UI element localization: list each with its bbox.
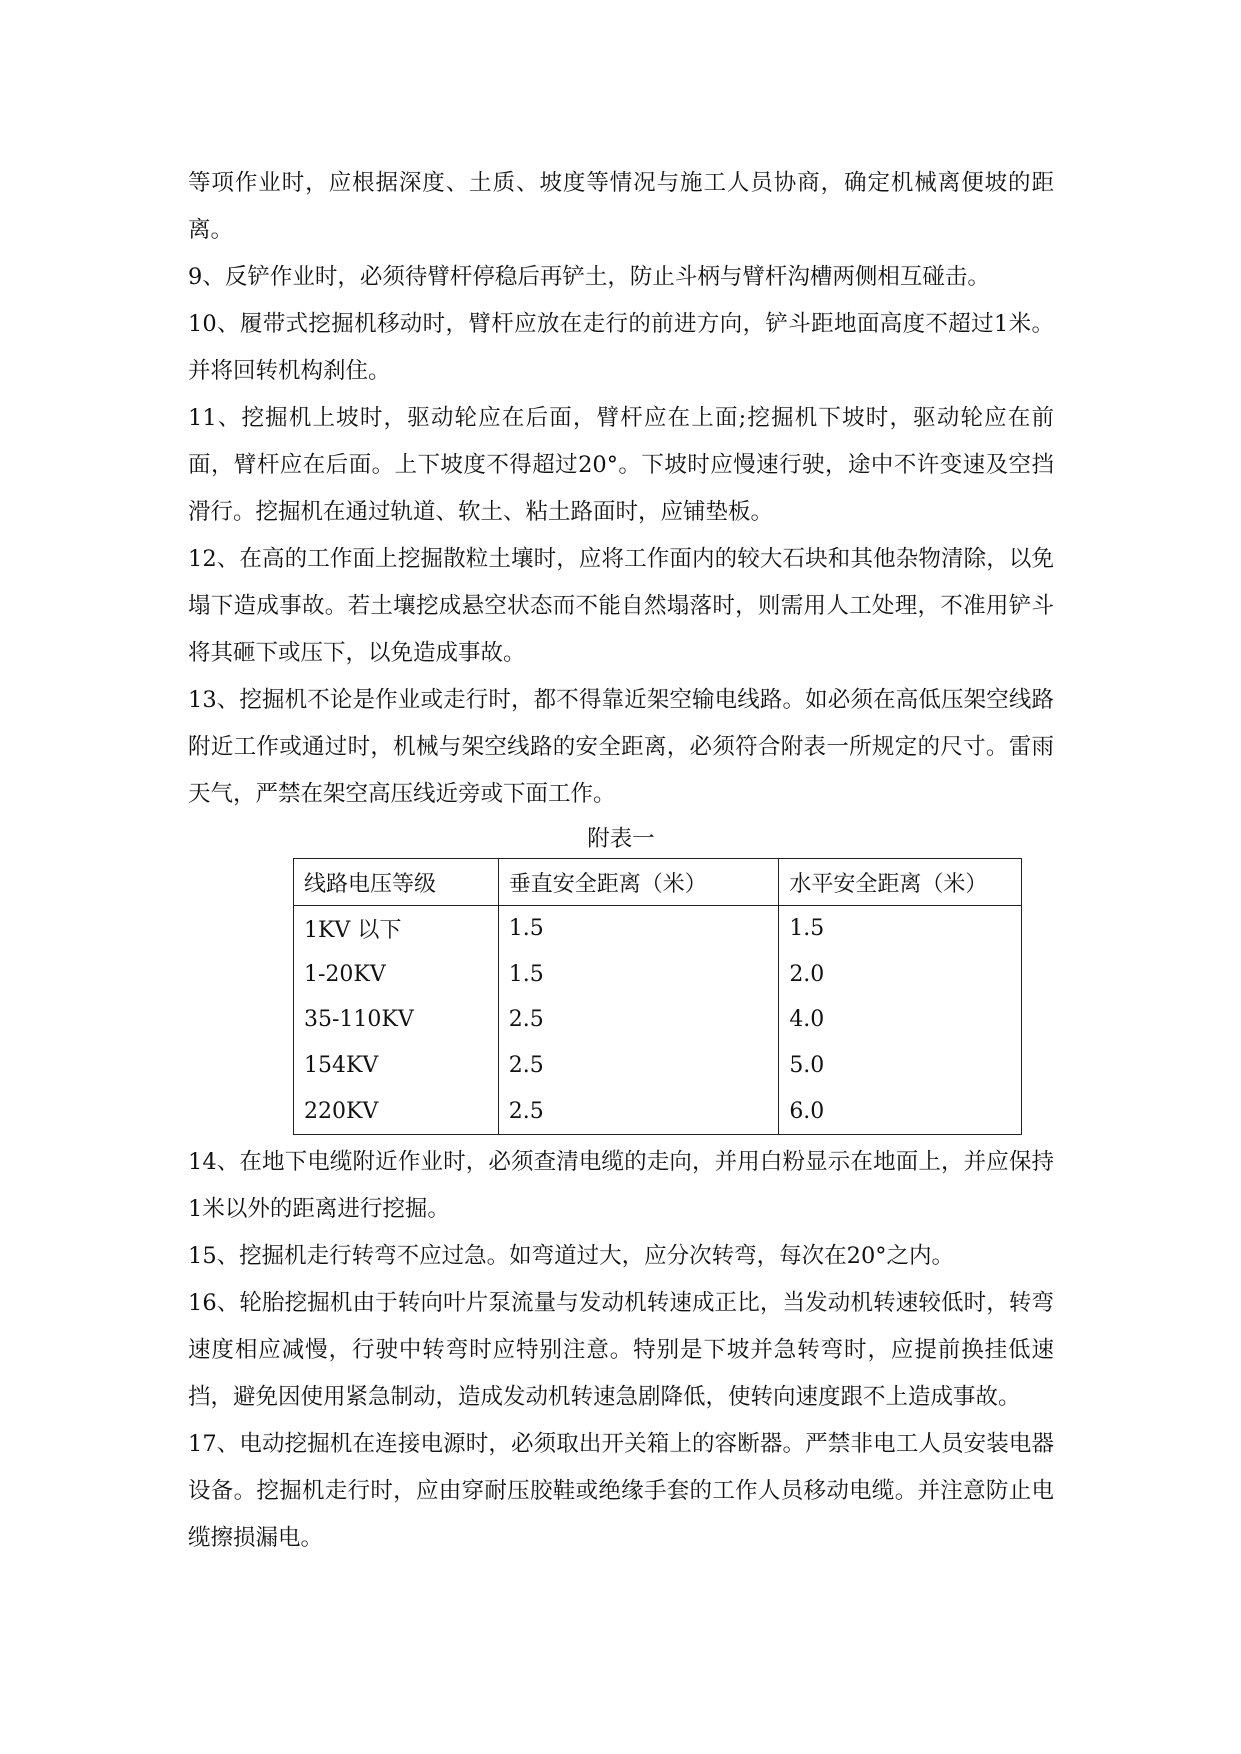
table-cell-voltage: 220KV <box>294 1088 499 1134</box>
paragraph-item-17: 17、电动挖掘机在连接电源时，必须取出开关箱上的容断器。严禁非电工人员安装电器设备。挖掘机走行时，应由穿耐压胶鞋或绝缘手套的工作人员移动电缆。并注意防止电缆擦损漏电。 <box>188 1430 1054 1551</box>
table-cell-horizontal: 1.5 <box>779 906 1022 952</box>
table-cell-voltage: 154KV <box>294 1043 499 1089</box>
table-cell-horizontal: 4.0 <box>779 997 1022 1043</box>
table-row <box>294 1088 1022 1134</box>
safety-distance-table <box>293 858 1022 1135</box>
table-cell-vertical: 2.5 <box>498 997 779 1043</box>
paragraph-item-13: 13、挖掘机不论是作业或走行时，都不得靠近架空输电线路。如必须在高低压架空线路附近工作或通过时，机械与架空线路的安全距离，必须符合附表一所规定的尺寸。雷雨天气，严禁在架空高压线近旁或下面工作。 <box>188 687 1054 807</box>
table-cell-vertical: 1.5 <box>498 906 779 952</box>
table-row <box>294 906 1022 952</box>
paragraph-continuation: 等项作业时，应根据深度、土质、坡度等情况与施工人员协商，确定机械离便坡的距离。 <box>188 170 1054 243</box>
table-row <box>294 997 1022 1043</box>
table-cell-horizontal: 6.0 <box>779 1088 1022 1134</box>
table-cell-vertical: 2.5 <box>498 1088 779 1134</box>
paragraph-item-14: 14、在地下电缆附近作业时，必须查清电缆的走向，并用白粉显示在地面上，并应保持1米以外的距离进行挖掘。 <box>188 1148 1054 1222</box>
table-header-row <box>294 859 1022 906</box>
table-cell-voltage: 1KV 以下 <box>294 906 499 952</box>
table-cell-voltage: 1-20KV <box>294 952 499 998</box>
table-cell-horizontal: 2.0 <box>779 952 1022 998</box>
table-row <box>294 952 1022 998</box>
table-caption: 附表一 <box>587 826 655 852</box>
paragraph-item-12: 12、在高的工作面上挖掘散粒土壤时，应将工作面内的较大石块和其他杂物清除，以免塌下造成事故。若土壤挖成悬空状态而不能自然塌落时，则需用人工处理，不准用铲斗将其砸下或压下，以免造成事故。 <box>188 546 1054 666</box>
header-vertical-distance: 垂直安全距离（米） <box>498 859 779 906</box>
paragraph-item-15: 15、挖掘机走行转弯不应过急。如弯道过大，应分次转弯，每次在20°之内。 <box>188 1242 955 1269</box>
header-voltage-level: 线路电压等级 <box>294 859 499 906</box>
paragraph-item-9: 9、反铲作业时，必须待臂杆停稳后再铲土，防止斗柄与臂杆沟槽两侧相互碰击。 <box>188 264 990 290</box>
paragraph-item-10: 10、履带式挖掘机移动时，臂杆应放在走行的前进方向，铲斗距地面高度不超过1米。并将回转机构刹住。 <box>188 311 1054 384</box>
paragraph-item-16: 16、轮胎挖掘机由于转向叶片泵流量与发动机转速成正比，当发动机转速较低时，转弯速度相应减慢，行驶中转弯时应特别注意。特别是下坡并急转弯时，应提前换挂低速挡，避免因使用紧急制动，造成发动机转速急剧降低，使转向速度跟不上造成事故。 <box>188 1289 1054 1410</box>
paragraph-item-11: 11、挖掘机上坡时，驱动轮应在后面，臂杆应在上面;挖掘机下坡时，驱动轮应在前面，臂杆应在后面。上下坡度不得超过20°。下坡时应慢速行驶，途中不许变速及空挡滑行。挖掘机在通过轨道、软土、粘土路面时，应铺垫板。 <box>188 405 1054 525</box>
table-cell-vertical: 1.5 <box>498 952 779 998</box>
table-cell-vertical: 2.5 <box>498 1043 779 1089</box>
table-cell-voltage: 35-110KV <box>294 997 499 1043</box>
header-horizontal-distance: 水平安全距离（米） <box>779 859 1022 906</box>
table-cell-horizontal: 5.0 <box>779 1043 1022 1089</box>
table-row <box>294 1043 1022 1089</box>
document-page <box>188 160 1054 1562</box>
